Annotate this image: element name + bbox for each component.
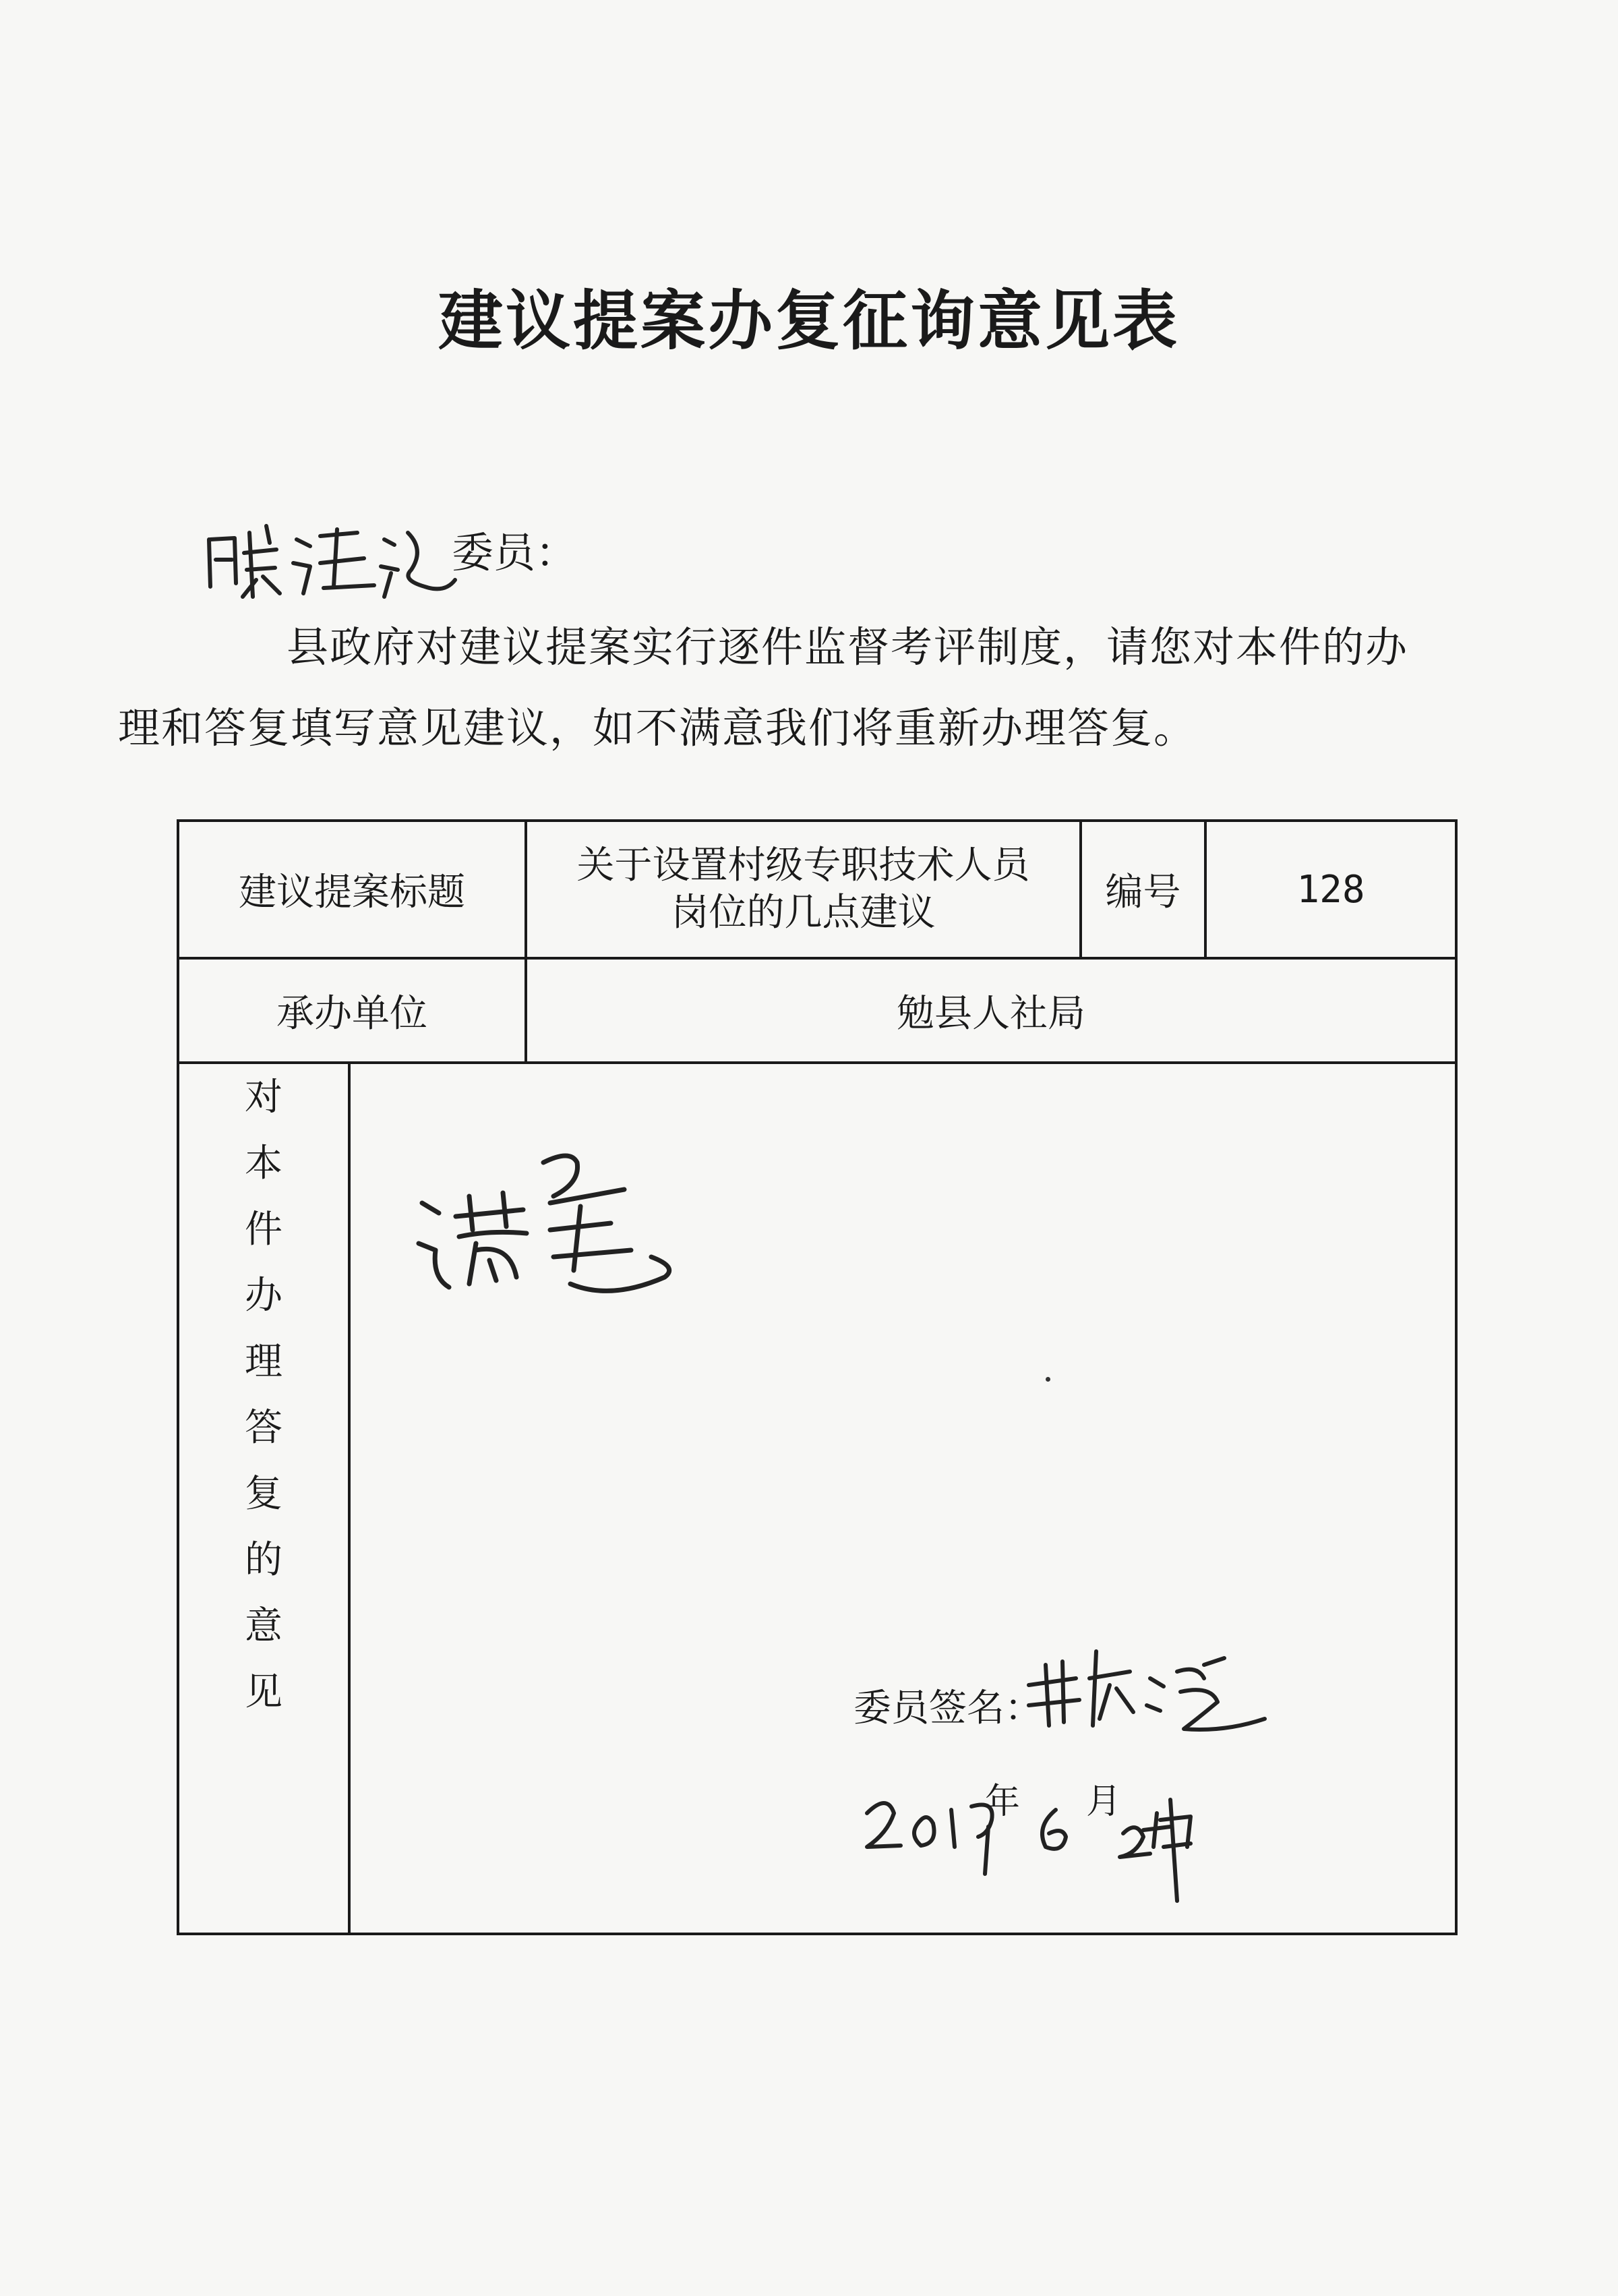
intro-line-1: 县政府对建议提案实行逐件监督考评制度，请您对本件的办 bbox=[287, 622, 1409, 672]
opinion-label-char: 办 bbox=[245, 1274, 282, 1318]
salutation-name-signature bbox=[202, 512, 458, 607]
handling-unit-value: 勉县人社局 bbox=[897, 991, 1085, 1036]
intro-line-2: 理和答复填写意见建议，如不满意我们将重新办理答复。 bbox=[118, 703, 1197, 753]
date-month-unit: 月 bbox=[1086, 1782, 1122, 1822]
opinion-label-char: 理 bbox=[245, 1340, 282, 1384]
salutation-suffix: 委员： bbox=[452, 528, 578, 577]
opinion-label-char: 答 bbox=[245, 1406, 282, 1450]
opinion-label-char: 意 bbox=[245, 1604, 282, 1648]
proposal-title-label: 建议提案标题 bbox=[239, 871, 465, 914]
proposal-title-value bbox=[527, 822, 1079, 957]
opinion-vertical-label bbox=[179, 1065, 348, 1921]
handling-unit-label: 承办单位 bbox=[276, 991, 427, 1036]
date-year-unit: 年 bbox=[985, 1782, 1021, 1822]
member-signature bbox=[1022, 1638, 1305, 1746]
form-title: 建议提案办复征询意见表 bbox=[438, 283, 1180, 359]
member-signature-area bbox=[853, 1678, 1460, 1908]
opinion-label-char: 对 bbox=[245, 1076, 282, 1119]
scan-speck bbox=[1046, 1377, 1050, 1382]
intro-paragraph bbox=[118, 607, 1456, 769]
proposal-title-line-2: 岗位的几点建议 bbox=[671, 891, 936, 935]
opinion-label-char: 本 bbox=[245, 1142, 282, 1185]
opinion-label-char: 的 bbox=[245, 1538, 282, 1582]
opinion-label-char: 复 bbox=[245, 1472, 282, 1516]
handwritten-date bbox=[853, 1773, 1312, 1908]
proposal-title-line-1: 关于设置村级专职技术人员 bbox=[576, 844, 1030, 887]
row-divider-2 bbox=[179, 1061, 1455, 1064]
handwritten-comment-signature bbox=[409, 1142, 705, 1318]
col-divider-comment bbox=[348, 1061, 351, 1933]
signature-date bbox=[853, 1759, 1460, 1908]
opinion-label-char: 见 bbox=[245, 1670, 282, 1714]
number-label: 编号 bbox=[1105, 871, 1181, 914]
member-signature-label: 委员签名： bbox=[853, 1686, 1042, 1730]
opinion-label-char: 件 bbox=[245, 1208, 282, 1252]
feedback-form-table bbox=[177, 819, 1458, 1935]
number-value: 128 bbox=[1296, 867, 1365, 912]
salutation bbox=[202, 512, 809, 607]
